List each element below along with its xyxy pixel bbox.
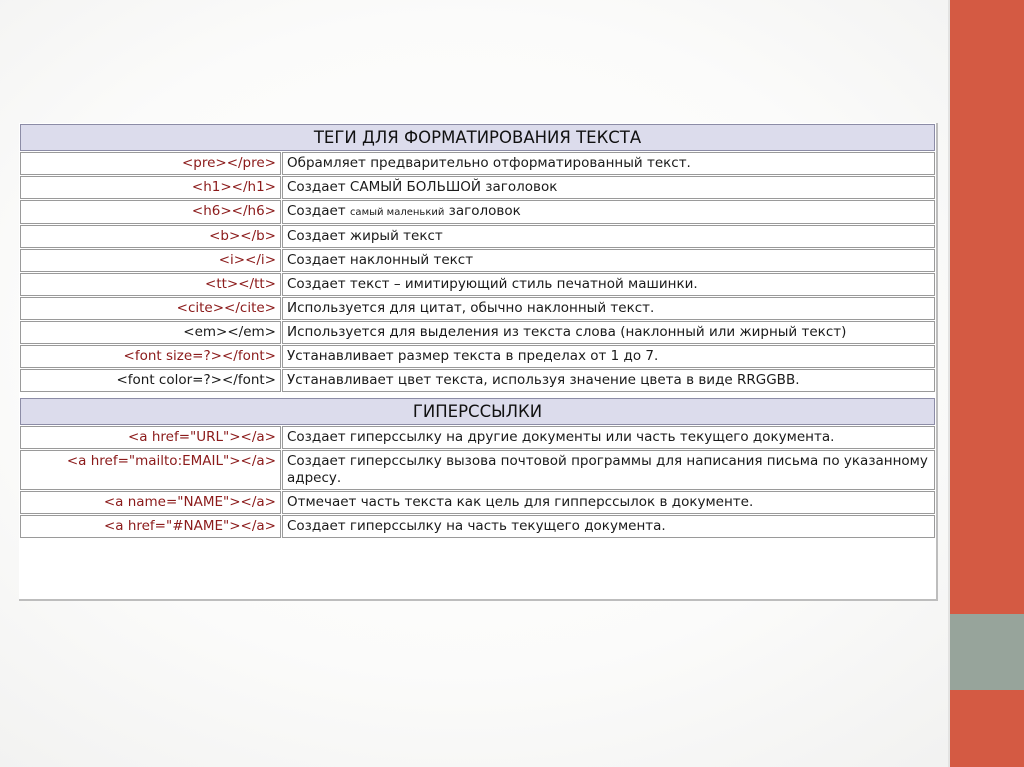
description-cell: Создает жирый текст <box>282 225 935 248</box>
description-cell: Обрамляет предварительно отформатированный текст. <box>282 152 935 175</box>
table-row <box>20 491 935 514</box>
tag-cell: <i></i> <box>20 249 281 272</box>
description-cell: Устанавливает размер текста в пределах от 1 до 7. <box>282 345 935 368</box>
description-cell: Создает наклонный текст <box>282 249 935 272</box>
section-header-hyperlinks <box>20 398 935 425</box>
description-cell: Используется для цитат, обычно наклонный текст. <box>282 297 935 320</box>
tag-cell: <a href="mailto:EMAIL"></a> <box>20 450 281 490</box>
description-cell: Создает текст – имитирующий стиль печатной машинки. <box>282 273 935 296</box>
accent-strip-middle <box>950 614 1024 690</box>
description-prefix: Создает <box>287 203 350 219</box>
description-cell: Используется для выделения из текста слова (наклонный или жирный текст) <box>282 321 935 344</box>
table-row <box>20 345 935 368</box>
tag-cell: <h1></h1> <box>20 176 281 199</box>
description-cell: Создает гиперссылку на другие документы или часть текущего документа. <box>282 426 935 449</box>
description-cell <box>282 200 935 224</box>
table-row <box>20 297 935 320</box>
section-title-formatting: ТЕГИ ДЛЯ ФОРМАТИРОВАНИЯ ТЕКСТА <box>20 124 935 151</box>
table-row <box>20 249 935 272</box>
table-row <box>20 450 935 490</box>
description-cell: Создает САМЫЙ БОЛЬШОЙ заголовок <box>282 176 935 199</box>
tag-cell: <a href="URL"></a> <box>20 426 281 449</box>
tag-cell: <pre></pre> <box>20 152 281 175</box>
tag-cell: <font size=?></font> <box>20 345 281 368</box>
table-row <box>20 225 935 248</box>
table-row <box>20 369 935 392</box>
table-row <box>20 273 935 296</box>
html-tags-table <box>19 123 936 539</box>
description-cell: Создает гиперссылку на часть текущего документа. <box>282 515 935 538</box>
section-spacer <box>20 393 935 397</box>
tag-cell: <em></em> <box>20 321 281 344</box>
tag-cell: <a href="#NAME"></a> <box>20 515 281 538</box>
description-cell: Устанавливает цвет текста, используя значение цвета в виде RRGGBB. <box>282 369 935 392</box>
table-row <box>20 321 935 344</box>
table-row <box>20 152 935 175</box>
description-cell: Отмечает часть текста как цель для гипперссылок в документе. <box>282 491 935 514</box>
tag-cell: <h6></h6> <box>20 200 281 224</box>
tag-cell: <font color=?></font> <box>20 369 281 392</box>
accent-strip-top <box>950 0 1024 614</box>
spacer-cell <box>20 393 935 397</box>
description-small-text: самый маленький <box>349 207 445 218</box>
table-row <box>20 426 935 449</box>
html-tags-table-image <box>19 123 938 601</box>
tag-cell: <tt></tt> <box>20 273 281 296</box>
table-row <box>20 515 935 538</box>
tag-cell: <a name="NAME"></a> <box>20 491 281 514</box>
accent-strip-bottom <box>950 690 1024 767</box>
section-title-hyperlinks: ГИПЕРССЫЛКИ <box>20 398 935 425</box>
table-row <box>20 200 935 224</box>
tag-cell: <cite></cite> <box>20 297 281 320</box>
table-row <box>20 176 935 199</box>
description-cell: Создает гиперссылку вызова почтовой программы для написания письма по указанному адресу. <box>282 450 935 490</box>
tag-cell: <b></b> <box>20 225 281 248</box>
description-suffix: заголовок <box>444 203 521 219</box>
section-header-formatting <box>20 124 935 151</box>
